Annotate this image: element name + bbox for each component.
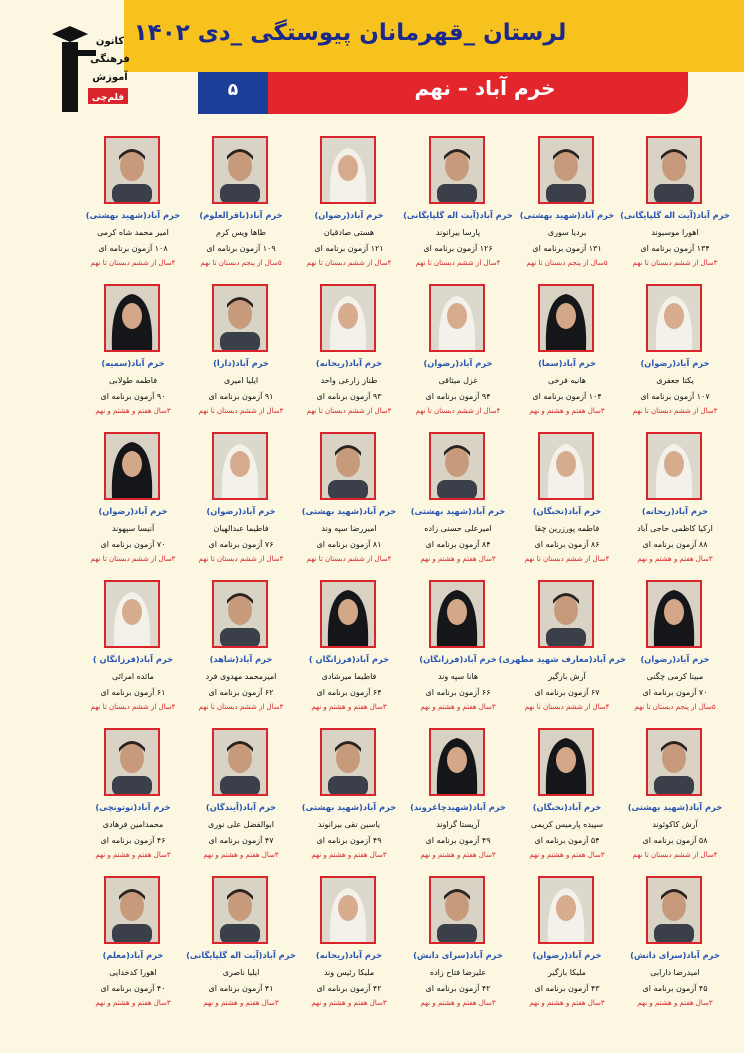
student-school: خرم آباد(ریحانه) <box>641 506 709 516</box>
student-years: ۳سال از ششم دبستان تا نهم <box>306 407 392 415</box>
student-card <box>74 136 192 276</box>
student-name: پارسا بیرانوند <box>435 228 481 237</box>
student-years: ۴سال از ششم دبستان تا نهم <box>90 703 176 711</box>
student-name: اهورا موسیوند <box>651 228 699 237</box>
student-exam-count: ۴۹ آزمون برنامه ای <box>425 836 491 845</box>
student-exam-count: ۴۳ آزمون برنامه ای <box>534 984 600 993</box>
student-photo <box>646 580 702 648</box>
student-photo <box>429 876 485 944</box>
student-school: خرم آباد(دارا) <box>213 358 269 368</box>
student-years: ۳سال از ششم دبستان تا نهم <box>632 259 718 267</box>
student-school: خرم آباد(آیت اله گلپایگانی) <box>186 950 296 960</box>
student-exam-count: ۸۴ آزمون برنامه ای <box>425 540 491 549</box>
page-subtitle: خرم آباد – نهم <box>414 76 556 100</box>
student-name: ارکیا کاظمی حاجی آباد <box>637 524 713 533</box>
student-card <box>399 876 517 1016</box>
student-school: خرم آباد(شهید بهشتی) <box>519 210 615 220</box>
student-school: خرم آباد(سمیه) <box>101 358 165 368</box>
student-name: آرش بازگیر <box>548 672 586 681</box>
student-name: هانیه فرخی <box>548 376 586 385</box>
student-years: ۳سال هفتم و هشتم و نهم <box>637 999 713 1007</box>
student-photo <box>646 432 702 500</box>
student-card <box>182 876 300 1016</box>
student-years: ۴سال از ششم دبستان تا نهم <box>632 851 718 859</box>
student-exam-count: ۷۰ آزمون برنامه ای <box>642 688 708 697</box>
student-school: خرم آباد(رضوان) <box>532 950 602 960</box>
student-name: آرش کاکوئوند <box>652 820 698 829</box>
student-exam-count: ۴۲ آزمون برنامه ای <box>316 984 382 993</box>
student-exam-count: ۶۶ آزمون برنامه ای <box>425 688 491 697</box>
student-card <box>399 728 517 868</box>
student-card <box>74 728 192 868</box>
student-photo <box>104 728 160 796</box>
student-exam-count: ۷۰ آزمون برنامه ای <box>100 540 166 549</box>
student-card <box>616 728 734 868</box>
student-name: علیرضا فتاح زاده <box>429 968 487 977</box>
student-name: یکتا جعفری <box>656 376 694 385</box>
student-years: ۳سال هفتم و هشتم و نهم <box>420 999 496 1007</box>
student-card <box>399 284 517 424</box>
student-name: بردیا سوری <box>547 228 587 237</box>
student-name: امیرعلی حسنی زاده <box>424 524 492 533</box>
student-photo <box>429 580 485 648</box>
student-name: ملیکا بازگیر <box>548 968 586 977</box>
student-photo <box>646 876 702 944</box>
student-photo <box>104 284 160 352</box>
student-card <box>182 728 300 868</box>
student-school: خرم آباد(ریحانه) <box>315 950 383 960</box>
student-school: خرم آباد(شهید بهشتی) <box>301 802 397 812</box>
student-photo <box>429 728 485 796</box>
student-name: مائده امرائی <box>112 672 154 681</box>
student-exam-count: ۵۴ آزمون برنامه ای <box>534 836 600 845</box>
student-school: خرم آباد(شهید بهشتی) <box>85 210 181 220</box>
student-photo <box>538 284 594 352</box>
student-name: هانا سپه وند <box>437 672 479 681</box>
student-name: سپیده پارمیس کریمی <box>530 820 604 829</box>
student-years: ۳سال هفتم و هشتم و نهم <box>529 407 605 415</box>
student-exam-count: ۴۹ آزمون برنامه ای <box>316 836 382 845</box>
student-exam-count: ۹۱ آزمون برنامه ای <box>208 392 274 401</box>
student-years: ۳سال هفتم و هشتم و نهم <box>95 407 171 415</box>
student-school: خرم آباد(آیت اله گلپایگانی) <box>620 210 730 220</box>
student-photo <box>104 432 160 500</box>
student-school: خرم آباد(باقرالعلوم) <box>199 210 283 220</box>
student-exam-count: ۱۳۱ آزمون برنامه ای <box>532 244 602 253</box>
logo-line-4: قلم‌چی <box>91 93 125 103</box>
student-name: امیررضا سپه وند <box>321 524 377 533</box>
student-card <box>182 580 300 720</box>
student-school: خرم آباد(شاهد) <box>209 654 273 664</box>
student-school: خرم آباد(نخبگان) <box>532 506 602 516</box>
student-years: ۳سال هفتم و هشتم و نهم <box>311 999 387 1007</box>
student-school: خرم آباد(سرای دانش) <box>630 950 720 960</box>
student-years: ۵سال از پنجم دبستان تا نهم <box>526 259 608 267</box>
student-years: ۴سال از ششم دبستان تا نهم <box>306 259 392 267</box>
student-card <box>498 580 626 720</box>
student-school: خرم آباد(سرای دانش) <box>413 950 503 960</box>
student-school: خرم آباد(ریحانه) <box>315 358 383 368</box>
logo-line-2: فرهنگی <box>90 54 130 65</box>
student-photo <box>646 136 702 204</box>
student-photo <box>212 876 268 944</box>
student-card <box>74 432 192 572</box>
student-name: یاسین نقی بیرانوند <box>318 820 380 829</box>
student-school: خرم آباد(شهید بهشتی) <box>410 506 506 516</box>
student-name: امیدرضا دارابی <box>650 968 700 977</box>
student-exam-count: ۱۰۷ آزمون برنامه ای <box>640 392 710 401</box>
student-school: خرم آباد(رضوان) <box>640 358 710 368</box>
student-card <box>182 284 300 424</box>
student-school: خرم آباد(شهید بهشتی) <box>627 802 723 812</box>
student-photo <box>320 284 376 352</box>
student-exam-count: ۷۶ آزمون برنامه ای <box>208 540 274 549</box>
student-years: ۳سال هفتم و هشتم و نهم <box>203 999 279 1007</box>
student-photo <box>538 136 594 204</box>
student-exam-count: ۴۲ آزمون برنامه ای <box>425 984 491 993</box>
student-exam-count: ۴۷ آزمون برنامه ای <box>208 836 274 845</box>
student-card <box>290 876 408 1016</box>
student-years: ۴سال از ششم دبستان تا نهم <box>198 703 284 711</box>
student-photo <box>320 136 376 204</box>
student-card <box>290 728 408 868</box>
student-exam-count: ۴۵ آزمون برنامه ای <box>642 984 708 993</box>
logo-line-1: کانون <box>95 36 125 47</box>
student-exam-count: ۶۴ آزمون برنامه ای <box>316 688 382 697</box>
student-card <box>508 432 626 572</box>
student-photo <box>538 580 594 648</box>
student-card <box>616 580 734 720</box>
student-years: ۴سال از ششم دبستان تا نهم <box>415 259 501 267</box>
student-years: ۴سال از ششم دبستان تا نهم <box>415 407 501 415</box>
student-school: خرم آباد(معلم) <box>102 950 164 960</box>
student-name: اهورا کدخدایی <box>109 968 157 977</box>
student-exam-count: ۴۱ آزمون برنامه ای <box>208 984 274 993</box>
student-school: خرم آباد(رضوان) <box>206 506 276 516</box>
student-photo <box>429 284 485 352</box>
student-exam-count: ۴۰ آزمون برنامه ای <box>100 984 166 993</box>
student-name: محمدامین فرهادی <box>102 820 164 829</box>
kanoon-logo <box>48 20 130 116</box>
student-name: ایلیا امیری <box>223 376 259 385</box>
student-years: ۳سال هفتم و هشتم و نهم <box>420 703 496 711</box>
student-name: امیر محمد شاه کرمی <box>97 228 169 237</box>
student-name: ملیکا رئیس وند <box>323 968 375 977</box>
student-name: آنیسا سپهوند <box>111 524 155 533</box>
student-photo <box>429 136 485 204</box>
student-years: ۴سال از ششم دبستان تا نهم <box>198 407 284 415</box>
student-card <box>508 876 626 1016</box>
student-years: ۴سال از ششم دبستان تا نهم <box>632 407 718 415</box>
student-card <box>508 728 626 868</box>
student-school: خرم آباد(سما) <box>538 358 596 368</box>
student-years: ۳سال هفتم و هشتم و نهم <box>529 999 605 1007</box>
student-card <box>182 432 300 572</box>
student-years: ۳سال هفتم و هشتم و نهم <box>637 555 713 563</box>
student-card <box>508 136 626 276</box>
student-school: خرم آباد(شهیدچاغروند) <box>410 802 506 812</box>
student-exam-count: ۱۳۴ آزمون برنامه ای <box>640 244 710 253</box>
student-photo <box>212 284 268 352</box>
student-years: ۳سال هفتم و هشتم و نهم <box>311 703 387 711</box>
student-school: خرم آباد(آیت اله گلپایگانی) <box>403 210 513 220</box>
student-photo <box>646 728 702 796</box>
student-school: خرم آباد(فرزانگان ) <box>308 654 390 664</box>
student-years: ۳سال هفتم و هشتم و نهم <box>95 851 171 859</box>
student-photo <box>104 136 160 204</box>
student-photo <box>212 728 268 796</box>
student-photo <box>538 876 594 944</box>
student-years: ۴سال از ششم دبستان تا نهم <box>90 259 176 267</box>
student-photo <box>104 580 160 648</box>
student-exam-count: ۶۱ آزمون برنامه ای <box>100 688 166 697</box>
student-card <box>74 580 192 720</box>
student-photo <box>320 876 376 944</box>
student-years: ۴سال از ششم دبستان تا نهم <box>524 703 610 711</box>
student-name: طاها ویس کرم <box>215 228 266 237</box>
student-photo <box>320 432 376 500</box>
student-years: ۳سال هفتم و هشتم و نهم <box>95 999 171 1007</box>
student-years: ۳سال هفتم و هشتم و نهم <box>203 851 279 859</box>
student-exam-count: ۱۰۸ آزمون برنامه ای <box>98 244 168 253</box>
student-photo <box>429 432 485 500</box>
student-school: خرم آباد(رضوان) <box>423 358 493 368</box>
student-years: ۳سال از ششم دبستان تا نهم <box>90 555 176 563</box>
student-card <box>399 580 517 720</box>
student-school: خرم آباد(شهید بهشتی) <box>301 506 397 516</box>
student-exam-count: ۶۲ آزمون برنامه ای <box>208 688 274 697</box>
student-exam-count: ۶۷ آزمون برنامه ای <box>534 688 600 697</box>
student-school: خرم آباد(توتونچی) <box>95 802 171 812</box>
student-exam-count: ۸۸ آزمون برنامه ای <box>642 540 708 549</box>
student-name: امیرمحمد مهدوی فرد <box>205 672 277 681</box>
student-card <box>616 432 734 572</box>
student-years: ۳سال هفتم و هشتم و نهم <box>529 851 605 859</box>
student-card <box>182 136 300 276</box>
student-years: ۳سال هفتم و هشتم و نهم <box>420 555 496 563</box>
student-exam-count: ۵۸ آزمون برنامه ای <box>642 836 708 845</box>
page-number: ۵ <box>227 80 239 100</box>
student-name: طناز زارعی واحد <box>320 376 378 385</box>
student-exam-count: ۸۱ آزمون برنامه ای <box>316 540 382 549</box>
student-card <box>399 432 517 572</box>
student-name: فاطیما میرشادی <box>321 672 377 681</box>
student-card <box>290 136 408 276</box>
student-exam-count: ۹۳ آزمون برنامه ای <box>316 392 382 401</box>
student-photo <box>212 580 268 648</box>
student-card <box>290 432 408 572</box>
student-photo <box>646 284 702 352</box>
student-photo <box>212 432 268 500</box>
student-name: آریستا گراوند <box>436 820 480 829</box>
student-years: ۴سال از ششم دبستان تا نهم <box>306 555 392 563</box>
page-title: لرستان _قهرمانان پیوستگی _دی ۱۴۰۲ <box>133 20 567 46</box>
student-card <box>290 284 408 424</box>
student-years: ۴سال از ششم دبستان تا نهم <box>198 555 284 563</box>
student-photo <box>212 136 268 204</box>
student-photo <box>104 876 160 944</box>
student-years: ۵سال از پنجم دبستان تا نهم <box>200 259 282 267</box>
student-card <box>616 136 734 276</box>
student-years: ۳سال هفتم و هشتم و نهم <box>420 851 496 859</box>
logo-line-3: آموزش <box>92 72 128 83</box>
student-photo <box>320 580 376 648</box>
student-name: غزل میثاقی <box>438 376 478 385</box>
student-years: ۵سال از پنجم دبستان تا نهم <box>634 703 716 711</box>
student-school: خرم آباد(آیندگان) <box>205 802 277 812</box>
student-card <box>616 284 734 424</box>
student-exam-count: ۱۲۶ آزمون برنامه ای <box>423 244 493 253</box>
student-school: خرم آباد(رضوان) <box>640 654 710 664</box>
student-exam-count: ۹۴ آزمون برنامه ای <box>425 392 491 401</box>
student-card <box>616 876 734 1016</box>
student-name: فاطمه پورزرین چقا <box>534 524 600 533</box>
student-name: فاطیما عبدالهیان <box>213 524 269 533</box>
student-school: خرم آباد(رضوان) <box>314 210 384 220</box>
student-card <box>74 284 192 424</box>
student-school: خرم آباد(معارف شهید مطهری) <box>498 654 626 664</box>
student-school: خرم آباد(نخبگان) <box>532 802 602 812</box>
student-name: ابوالفضل علی نوری <box>208 820 274 829</box>
student-card <box>74 876 192 1016</box>
student-exam-count: ۱۰۴ آزمون برنامه ای <box>532 392 602 401</box>
student-years: ۳سال هفتم و هشتم و نهم <box>311 851 387 859</box>
student-years: ۴سال از ششم دبستان تا نهم <box>524 555 610 563</box>
student-card <box>508 284 626 424</box>
student-exam-count: ۸۶ آزمون برنامه ای <box>534 540 600 549</box>
student-school: خرم آباد(فرزانگان) <box>419 654 497 664</box>
student-exam-count: ۹۰ آزمون برنامه ای <box>100 392 166 401</box>
student-card <box>399 136 517 276</box>
student-school: خرم آباد(رضوان) <box>98 506 168 516</box>
student-photo <box>320 728 376 796</box>
student-photo <box>538 728 594 796</box>
student-name: هستی صادقیان <box>323 228 375 237</box>
student-name: ایلیا ناصری <box>222 968 260 977</box>
student-photo <box>538 432 594 500</box>
student-exam-count: ۱۰۹ آزمون برنامه ای <box>206 244 276 253</box>
student-card <box>290 580 408 720</box>
student-exam-count: ۴۶ آزمون برنامه ای <box>100 836 166 845</box>
student-name: مبینا کرمی چگنی <box>646 672 704 681</box>
student-exam-count: ۱۲۱ آزمون برنامه ای <box>314 244 384 253</box>
student-name: فاطمه طولابی <box>108 376 158 385</box>
student-school: خرم آباد(فرزانگان ) <box>92 654 174 664</box>
